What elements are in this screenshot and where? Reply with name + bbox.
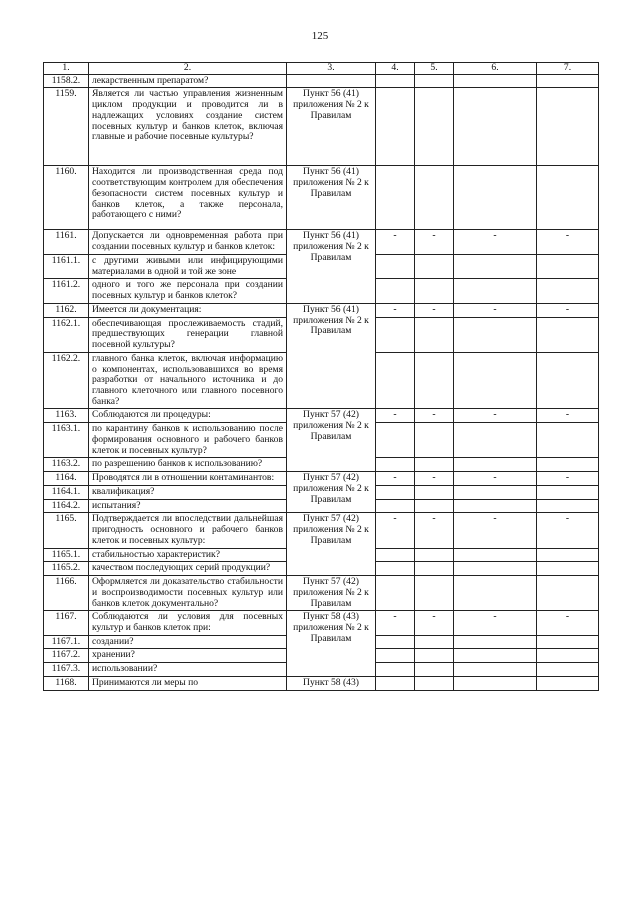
table-row (44, 472, 599, 486)
table-row (44, 409, 599, 423)
row-number: 1161. (44, 230, 89, 254)
row-number: 1167.3. (44, 663, 89, 677)
dash-mark: - (454, 230, 537, 254)
table-row (44, 611, 599, 635)
reference-text: Пункт 57 (42) приложения № 2 к Правилам (287, 409, 376, 472)
table-row (44, 166, 599, 230)
dash-mark: - (537, 611, 599, 635)
table-row (44, 676, 599, 690)
table-row (44, 303, 599, 317)
dash-mark: - (415, 409, 454, 423)
checklist-table (43, 62, 599, 691)
row-number: 1162.2. (44, 352, 89, 409)
row-number: 1164.2. (44, 499, 89, 513)
table-row (44, 576, 599, 611)
dash-mark: - (415, 472, 454, 486)
header-cell: 4. (376, 63, 415, 75)
row-number: 1163.1. (44, 423, 89, 458)
reference-text: Пункт 57 (42) приложения № 2 к Правилам (287, 513, 376, 576)
question-text: Оформляется ли доказательство стабильности и воспроизводимости посевных культур или банков клеток документально? (89, 576, 287, 611)
row-number: 1162. (44, 303, 89, 317)
dash-mark: - (376, 409, 415, 423)
question-text: Соблюдаются ли процедуры: (89, 409, 287, 423)
dash-mark: - (454, 472, 537, 486)
row-number: 1165. (44, 513, 89, 548)
dash-mark: - (376, 303, 415, 317)
reference-text: Пункт 56 (41) приложения № 2 к Правилам (287, 88, 376, 166)
reference-text: Пункт 57 (42) приложения № 2 к Правилам (287, 472, 376, 513)
table-row (44, 88, 599, 166)
dash-mark: - (415, 513, 454, 548)
dash-mark: - (537, 472, 599, 486)
reference-text: Пункт 57 (42) приложения № 2 к Правилам (287, 576, 376, 611)
dash-mark: - (415, 230, 454, 254)
row-number: 1165.2. (44, 562, 89, 576)
table-row (44, 513, 599, 548)
row-number: 1161.1. (44, 254, 89, 278)
question-text: лекарственным препаратом? (89, 74, 287, 88)
reference-text: Пункт 58 (43) приложения № 2 к Правилам (287, 611, 376, 677)
dash-mark: - (454, 611, 537, 635)
row-number: 1160. (44, 166, 89, 230)
dash-mark: - (537, 303, 599, 317)
page-number: 125 (311, 30, 329, 42)
question-text: обеспечивающая прослеживаемость стадий, предшествующих генерации главной посевной культуры? (89, 317, 287, 352)
question-text: Проводятся ли в отношении контаминантов: (89, 472, 287, 486)
question-text: хранении? (89, 649, 287, 663)
question-text: по разрешению банков к использованию? (89, 458, 287, 472)
header-cell: 1. (44, 63, 89, 75)
row-number: 1158.2. (44, 74, 89, 88)
question-text: главного банка клеток, включая информацию о компонентах, использовавшихся во время разработки от начального источника и до главного клеточного или главного посевного банка? (89, 352, 287, 409)
question-text: с другими живыми или инфицирующими материалами в одной и той же зоне (89, 254, 287, 278)
question-text: испытания? (89, 499, 287, 513)
table-row (44, 230, 599, 254)
header-cell: 2. (89, 63, 287, 75)
reference-text: Пункт 56 (41) приложения № 2 к Правилам (287, 303, 376, 409)
row-number: 1167.2. (44, 649, 89, 663)
reference-text: Пункт 58 (43) (287, 676, 376, 690)
question-text: Имеется ли документация: (89, 303, 287, 317)
dash-mark: - (537, 409, 599, 423)
header-cell: 6. (454, 63, 537, 75)
question-text: Допускается ли одновременная работа при создании посевных культур и банков клеток: (89, 230, 287, 254)
question-text: Соблюдаются ли условия для посевных культур и банков клеток при: (89, 611, 287, 635)
question-text: использовании? (89, 663, 287, 677)
header-row (44, 63, 599, 75)
question-text: квалификация? (89, 485, 287, 499)
question-text: создании? (89, 635, 287, 649)
header-cell: 5. (415, 63, 454, 75)
question-text: одного и того же персонала при создании посевных культур и банков клеток? (89, 279, 287, 303)
row-number: 1168. (44, 676, 89, 690)
question-text: Находится ли производственная среда под соответствующим контролем для обеспечения безопасности систем посевных культур и банков клеток, а также персонала, работающего с ними? (89, 166, 287, 230)
reference-text: Пункт 56 (41) приложения № 2 к Правилам (287, 230, 376, 303)
question-text: качеством последующих серий продукции? (89, 562, 287, 576)
dash-mark: - (376, 513, 415, 548)
row-number: 1159. (44, 88, 89, 166)
question-text: стабильностью характеристик? (89, 548, 287, 562)
dash-mark: - (415, 611, 454, 635)
dash-mark: - (537, 513, 599, 548)
dash-mark: - (454, 409, 537, 423)
question-text: Подтверждается ли впоследствии дальнейшая пригодность основного и рабочего банков клеток и посевных культур: (89, 513, 287, 548)
row-number: 1167.1. (44, 635, 89, 649)
dash-mark: - (376, 472, 415, 486)
row-number: 1164.1. (44, 485, 89, 499)
dash-mark: - (415, 303, 454, 317)
row-number: 1162.1. (44, 317, 89, 352)
row-number: 1167. (44, 611, 89, 635)
question-text: по карантину банков к использованию после формирования основного и рабочего банков клеток и посевных культур? (89, 423, 287, 458)
dash-mark: - (454, 303, 537, 317)
table-row (44, 74, 599, 88)
row-number: 1166. (44, 576, 89, 611)
dash-mark: - (376, 230, 415, 254)
row-number: 1163. (44, 409, 89, 423)
question-text: Является ли частью управления жизненным циклом продукции и проводится ли в надлежащих условиях создание систем посевных культур и банков клеток, включая главные и рабочие посевные культуры? (89, 88, 287, 166)
row-number: 1164. (44, 472, 89, 486)
header-cell: 7. (537, 63, 599, 75)
dash-mark: - (537, 230, 599, 254)
question-text: Принимаются ли меры по (89, 676, 287, 690)
reference-text: Пункт 56 (41) приложения № 2 к Правилам (287, 166, 376, 230)
header-cell: 3. (287, 63, 376, 75)
row-number: 1165.1. (44, 548, 89, 562)
row-number: 1163.2. (44, 458, 89, 472)
dash-mark: - (376, 611, 415, 635)
row-number: 1161.2. (44, 279, 89, 303)
dash-mark: - (454, 513, 537, 548)
